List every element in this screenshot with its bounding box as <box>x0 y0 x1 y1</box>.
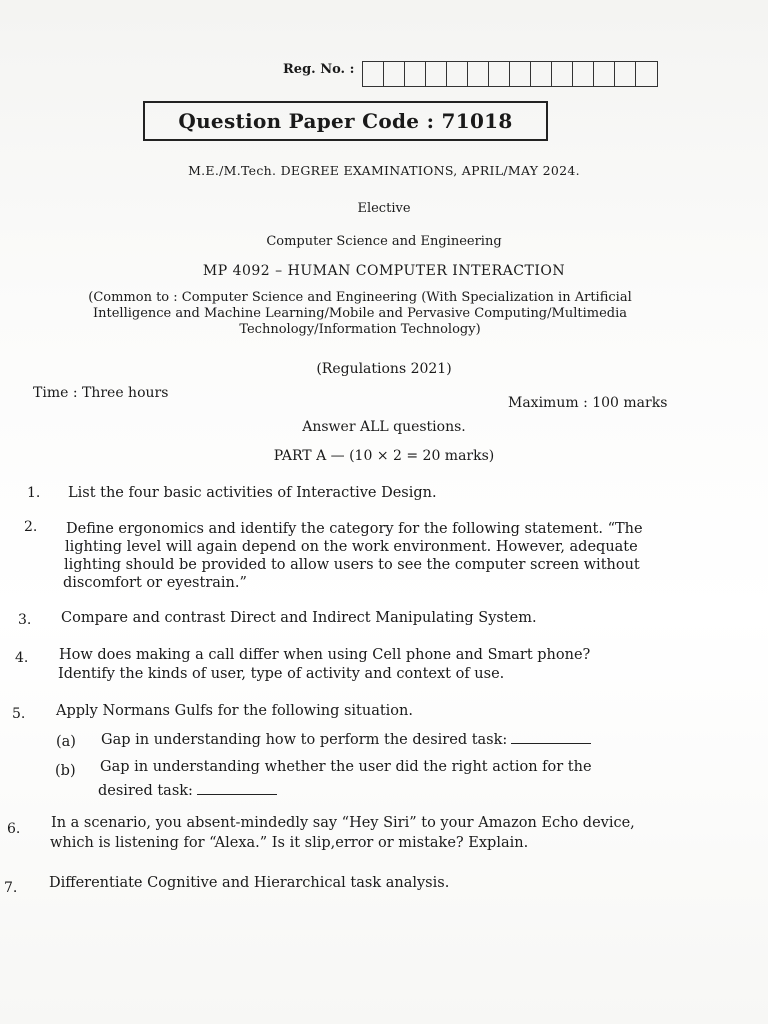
reg-no-label: Reg. No. : <box>283 62 355 77</box>
question-text: lighting level will again depend on the work environment. However, adequate <box>65 539 638 555</box>
question-number: 5. <box>12 706 26 722</box>
regulations: (Regulations 2021) <box>316 361 452 377</box>
common-to-line3: Technology/Information Technology) <box>239 322 481 337</box>
course-title: MP 4092 – HUMAN COMPUTER INTERACTION <box>202 263 566 279</box>
question-number: 1. <box>27 485 41 501</box>
question-number: 6. <box>7 821 21 837</box>
question-text: which is listening for “Alexa.” Is it slip,error or mistake? Explain. <box>50 835 529 851</box>
subpart-text: Gap in understanding whether the user did the right action for the <box>100 759 592 775</box>
question-text: List the four basic activities of Interactive Design. <box>68 485 437 501</box>
part-heading: PART A — (10 × 2 = 20 marks) <box>273 448 495 464</box>
question-text: lighting should be provided to allow users to see the computer screen without <box>64 557 640 573</box>
question-text: In a scenario, you absent-mindedly say “Hey Siri” to your Amazon Echo device, <box>51 815 635 831</box>
subpart-text: Gap in understanding how to perform the desired task: <box>101 731 591 749</box>
question-text: Apply Normans Gulfs for the following situation. <box>56 703 413 719</box>
question-text: Define ergonomics and identify the category for the following statement. “The <box>66 521 643 537</box>
subpart-text: desired task: <box>98 782 277 800</box>
subpart-label: (a) <box>56 734 76 750</box>
time-label: Time : Three hours <box>33 385 169 401</box>
question-number: 2. <box>24 519 38 535</box>
question-text: Differentiate Cognitive and Hierarchical task analysis. <box>49 875 450 891</box>
common-to-line2: Intelligence and Machine Learning/Mobile and Pervasive Computing/Multimedia <box>92 306 627 321</box>
answer-blank <box>197 782 277 795</box>
subpart-label: (b) <box>55 763 76 779</box>
question-text: Identify the kinds of user, type of activity and context of use. <box>58 666 505 682</box>
exam-title: M.E./M.Tech. DEGREE EXAMINATIONS, APRIL/MAY 2024. <box>188 163 580 178</box>
department: Computer Science and Engineering <box>266 234 502 249</box>
question-paper-code: Question Paper Code : 71018 <box>143 101 548 141</box>
maximum-marks: Maximum : 100 marks <box>508 395 668 411</box>
question-text: How does making a call differ when using Cell phone and Smart phone? <box>59 647 591 663</box>
instruction: Answer ALL questions. <box>302 419 466 435</box>
elective-label: Elective <box>357 201 411 216</box>
reg-no-boxes <box>362 61 658 87</box>
question-text: discomfort or eyestrain.” <box>63 575 247 591</box>
question-number: 7. <box>4 880 18 896</box>
common-to-line1: (Common to : Computer Science and Engineering (With Specialization in Artificial <box>88 290 632 305</box>
answer-blank <box>511 731 591 744</box>
question-number: 4. <box>15 650 29 666</box>
question-text: Compare and contrast Direct and Indirect Manipulating System. <box>61 610 537 626</box>
question-number: 3. <box>18 612 32 628</box>
